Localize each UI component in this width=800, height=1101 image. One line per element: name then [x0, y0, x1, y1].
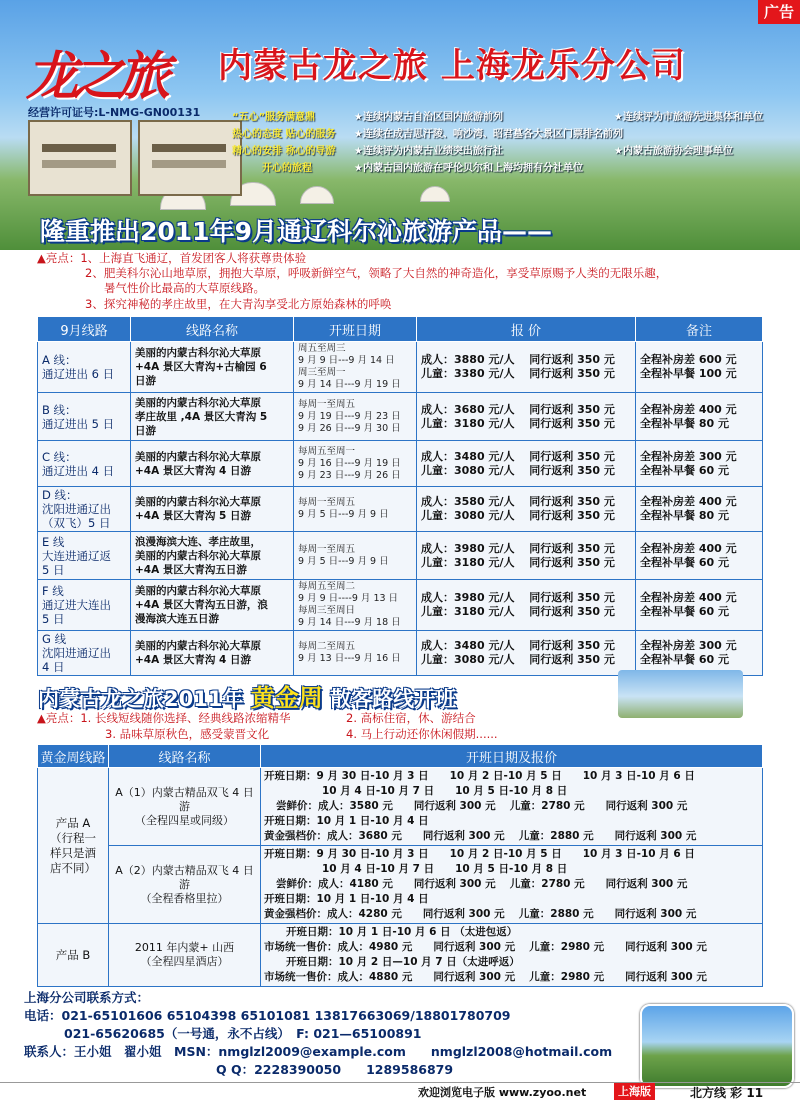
highlight-line: ▲亮点：1、上海直飞通辽，首发团客人将获尊贵体验	[37, 251, 307, 265]
price-line: 尝鲜价：成人：4180 元 同行返利 300 元 儿童：2780 元 同行返利 300 元	[276, 878, 688, 890]
route-name-cell	[109, 924, 261, 987]
yurt-image	[300, 186, 334, 204]
dates-cell-text: 每周一至周五	[298, 543, 356, 555]
line-cell-text: 5 日	[42, 562, 65, 577]
route-name-line: （全程香格里拉）	[140, 891, 229, 905]
feature: ★连续评为内蒙古业绩突出旅行社	[354, 146, 503, 157]
schedule-cell	[261, 768, 763, 846]
price-cell-text: 成人：3480 元/人 同行返利 350 元	[421, 639, 615, 652]
table-row	[38, 631, 763, 676]
yurt-image	[420, 186, 450, 202]
table-row	[38, 342, 763, 393]
price-cell	[417, 580, 636, 631]
section2-title-gold: 黄金周	[250, 684, 323, 712]
price-cell-text: 成人：3980 元/人 同行返利 350 元	[421, 541, 615, 555]
price-cell-text: 儿童：3080 元/人 同行返利 350 元	[421, 509, 615, 522]
line-cell-text: （双飞）5 日	[42, 516, 111, 530]
dates-cell-text: 9 月 14 日---9 月 18 日	[298, 617, 401, 628]
dates-cell	[294, 532, 417, 580]
dates-cell	[294, 580, 417, 631]
schedule-line: 开班日期：10 月 1 日-10 月 4 日	[264, 815, 429, 827]
dates-cell-text: 每周五至周一	[298, 445, 356, 457]
footer-page: 北方线 彩 11	[690, 1086, 764, 1100]
highlight-line: 3、探究神秘的孝庄故里，在大青沟享受北方原始森林的呼唤	[85, 297, 392, 311]
note-cell-text: 全程补房差 400 元	[640, 541, 737, 555]
price-line: 市场统一售价：成人：4880 元 同行返利 300 元 儿童：2980 元 同行返利 300 元	[264, 971, 707, 983]
dates-cell-text: 9 月 5 日---9 月 9 日	[298, 509, 389, 520]
contact-people: 联系人：王小姐 翟小姐 MSN：nmglzl2009@example.com nmglzl2008@hotmail.com	[24, 1044, 613, 1059]
dates-cell	[294, 393, 417, 441]
dates-cell-text: 周三至周一	[298, 367, 346, 378]
line-cell	[38, 441, 131, 487]
contact-qq: Q Q：2228390050 1289586879	[216, 1062, 454, 1077]
dates-cell-text: 每周二至周五	[298, 641, 356, 652]
brand-logo: 龙之旅	[26, 46, 165, 107]
route-cell	[131, 487, 294, 532]
table-row	[38, 487, 763, 532]
column-header: 线路名称	[109, 745, 261, 768]
route-name-line: （全程四星酒店）	[140, 955, 229, 968]
price-cell-text: 成人：3580 元/人 同行返利 350 元	[421, 495, 615, 508]
route-cell-text: +4A 景区大青沟 4 日游	[135, 654, 252, 666]
schedule-cell	[261, 846, 763, 924]
highlight-line: 2. 高标住宿，休、游结合	[346, 711, 476, 725]
note-cell-text: 全程补房差 400 元	[640, 402, 737, 416]
feature: ★连续在成吉思汗陵、响沙湾、昭君墓各大景区门票排名前列	[354, 129, 623, 140]
certificate-image	[138, 120, 242, 196]
price-line: 黄金强档价：成人：4280 元 同行返利 300 元 儿童：2880 元 同行返利 300 元	[264, 908, 697, 920]
contact-phone: 电话：021-65101606 65104398 65101081 13817663069/18801780709	[24, 1008, 511, 1023]
page-title: 内蒙古龙之旅 上海龙乐分公司	[218, 46, 686, 86]
highlight-line: 暑气性价比最高的大草原线路。	[104, 281, 265, 295]
grassland-photo	[640, 1004, 794, 1088]
dates-cell-text: 9 月 5 日---9 月 9 日	[298, 555, 389, 567]
dates-cell-text: 9 月 26 日---9 月 30 日	[298, 422, 401, 434]
note-cell-text: 全程补房差 300 元	[640, 449, 737, 463]
line-cell-text: 沈阳进通辽出	[42, 646, 111, 660]
route-cell-text: 日游	[135, 375, 156, 387]
schedule-line: 10 月 4 日-10 月 7 日 10 月 5 日-10 月 8 日	[322, 863, 568, 875]
price-cell-text: 儿童：3080 元/人 同行返利 350 元	[421, 463, 615, 477]
highlight-line: 3. 品味草原秋色，感受蒙晋文化	[105, 727, 270, 741]
route-cell-text: 美丽的内蒙古科尔沁大草原	[135, 450, 261, 463]
price-cell-text: 儿童：3180 元/人 同行返利 350 元	[421, 416, 615, 430]
route-cell-text: 日游	[135, 424, 156, 437]
table-row	[38, 924, 763, 987]
route-cell	[131, 441, 294, 487]
line-cell-text: C 线：	[42, 449, 77, 464]
line-cell-text: 通辽进出 6 日	[42, 367, 115, 381]
ad-tag: 广告	[758, 0, 800, 24]
certificate-image	[28, 120, 132, 196]
route-cell-text: +4A 景区大青沟 5 日游	[135, 510, 252, 522]
contact-title: 上海分公司联系方式：	[24, 990, 150, 1005]
dates-cell-text: 每周三至周日	[298, 605, 356, 616]
price-cell	[417, 631, 636, 676]
route-cell	[131, 393, 294, 441]
dates-cell-text: 9 月 13 日---9 月 16 日	[298, 653, 401, 664]
table-row	[38, 393, 763, 441]
schedule-line: 开班日期：10 月 1 日-10 月 4 日	[264, 893, 429, 905]
contact-phone-2: 021-65620685（一号通，永不占线） F: 021—65100891	[64, 1026, 422, 1041]
section2-title-a: 内蒙古龙之旅2011年	[38, 687, 244, 711]
note-cell-text: 全程补早餐 100 元	[640, 367, 737, 380]
dates-cell	[294, 631, 417, 676]
note-cell	[636, 342, 763, 393]
line-cell-text: 通辽进出 4 日	[42, 463, 115, 478]
note-cell	[636, 441, 763, 487]
note-cell-text: 全程补早餐 60 元	[640, 555, 729, 569]
table-row	[38, 768, 763, 846]
dates-cell-text: 每周五至周二	[298, 581, 356, 592]
price-cell-text: 成人：3980 元/人 同行返利 350 元	[421, 591, 615, 604]
note-cell	[636, 580, 763, 631]
price-line: 尝鲜价：成人：3580 元 同行返利 300 元 儿童：2780 元 同行返利 300 元	[276, 800, 688, 812]
column-header: 开班日期及报价	[261, 745, 763, 768]
price-cell-text: 成人：3480 元/人 同行返利 350 元	[421, 449, 615, 463]
table-row	[38, 580, 763, 631]
schedule-line: 开班日期：10 月 1 日-10 月 6 日 （太进包返）	[286, 926, 518, 938]
note-cell-text: 全程补房差 600 元	[640, 353, 737, 366]
route-cell-text: 浪漫海滨大连、孝庄故里，	[135, 535, 261, 548]
price-line: 市场统一售价：成人：4980 元 同行返利 300 元 儿童：2980 元 同行返利 300 元	[264, 941, 707, 953]
route-cell-text: 美丽的内蒙古科尔沁大草原	[135, 347, 261, 359]
price-cell-text: 儿童：3180 元/人 同行返利 350 元	[421, 605, 615, 618]
note-cell-text: 全程补早餐 60 元	[640, 653, 729, 666]
route-cell-text: 美丽的内蒙古科尔沁大草原	[135, 396, 261, 409]
dates-cell-text: 每周一至周五	[298, 398, 356, 410]
slogan: 开心的旅程	[262, 163, 312, 174]
route-name-line: A（1）内蒙古精品双飞 4 日游	[115, 785, 254, 813]
note-cell	[636, 487, 763, 532]
note-cell-text: 全程补早餐 60 元	[640, 463, 729, 477]
golden-week-table	[37, 744, 763, 987]
product-label: （行程一	[50, 830, 96, 845]
september-routes-table	[37, 316, 763, 676]
dates-cell	[294, 441, 417, 487]
route-cell-text: 美丽的内蒙古科尔沁大草原	[135, 496, 261, 508]
line-cell-text: G 线	[42, 632, 67, 646]
price-cell-text: 儿童：3180 元/人 同行返利 350 元	[421, 555, 615, 569]
price-cell-text: 儿童：3080 元/人 同行返利 350 元	[421, 653, 615, 666]
dates-cell-text: 周五至周三	[298, 343, 346, 354]
license-number: 经营许可证号:L-NMG-GN00131	[28, 106, 201, 119]
route-cell-text: +4A 景区大青沟 4 日游	[135, 464, 252, 477]
line-cell-text: 5 日	[42, 612, 65, 626]
route-name-line: （全程四星或同级）	[135, 813, 234, 827]
line-cell	[38, 631, 131, 676]
feature: ★连续评为市旅游先进集体和单位	[614, 112, 763, 123]
route-name-cell	[109, 768, 261, 846]
table-row	[38, 846, 763, 924]
line-cell-text: 大连进通辽返	[42, 548, 111, 563]
product-label: 产品 A	[55, 815, 91, 830]
line-cell-text: D 线：	[42, 488, 78, 502]
route-cell	[131, 532, 294, 580]
dates-cell-text: 9 月 16 日---9 月 19 日	[298, 457, 401, 469]
dates-cell-text: 9 月 9 日----9 月 13 日	[298, 593, 399, 604]
route-cell-text: 美丽的内蒙古科尔沁大草原	[135, 640, 261, 652]
table-header-row	[38, 317, 763, 342]
feature: ★内蒙古旅游协会理事单位	[614, 146, 733, 157]
dates-cell-text: 9 月 14 日---9 月 19 日	[298, 379, 401, 390]
route-cell-text: 美丽的内蒙古科尔沁大草原	[135, 549, 261, 562]
line-cell	[38, 532, 131, 580]
line-cell-text: 通辽进出 5 日	[42, 416, 115, 431]
line-cell	[38, 580, 131, 631]
price-cell-text: 成人：3880 元/人 同行返利 350 元	[421, 353, 615, 366]
schedule-line: 10 月 4 日-10 月 7 日 10 月 5 日-10 月 8 日	[322, 785, 568, 797]
route-cell-text: +4A 景区大青沟五日游	[135, 563, 247, 576]
note-cell-text: 全程补早餐 60 元	[640, 605, 729, 618]
section2-banner	[38, 678, 456, 713]
column-header: 开班日期	[294, 317, 417, 342]
feature: ★内蒙古国内旅游在呼伦贝尔和上海均拥有分社单位	[354, 163, 583, 174]
line-cell-text: F 线	[42, 584, 64, 598]
slogan: 精心的安排 称心的导游	[232, 146, 336, 157]
dates-cell-text: 每周一至周五	[298, 497, 356, 508]
schedule-cell	[261, 924, 763, 987]
column-header: 备注	[636, 317, 763, 342]
note-cell	[636, 532, 763, 580]
route-cell-text: 孝庄故里 ,4A 景区大青沟 5	[135, 410, 268, 423]
note-cell-text: 全程补房差 400 元	[640, 591, 737, 604]
line-cell-text: B 线：	[42, 402, 77, 417]
price-cell	[417, 393, 636, 441]
horse-riders-image	[618, 670, 743, 718]
column-header: 报 价	[417, 317, 636, 342]
footer-edition: 上海版	[614, 1083, 655, 1100]
dates-cell-text: 9 月 19 日---9 月 23 日	[298, 410, 401, 422]
note-cell-text: 全程补早餐 80 元	[640, 416, 729, 430]
route-cell-text: 漫海滨大连五日游	[135, 613, 219, 625]
route-cell	[131, 580, 294, 631]
table-row	[38, 441, 763, 487]
highlight-line: 4. 马上行动还你休闲假期......	[346, 727, 498, 741]
footer-browse: 欢迎浏览电子版 www.zyoo.net	[418, 1086, 587, 1099]
table-row	[38, 532, 763, 580]
footer	[0, 1082, 800, 1101]
route-cell-text: 美丽的内蒙古科尔沁大草原	[135, 585, 261, 597]
section1-title: 隆重推出2011年9月通辽科尔沁旅游产品——	[40, 217, 552, 246]
slogan: “五心”服务满意鼎	[232, 112, 316, 123]
price-cell-text: 成人：3680 元/人 同行返利 350 元	[421, 402, 615, 416]
slogan: 热心的态度 贴心的服务	[232, 129, 336, 140]
route-cell-text: +4A 景区大青沟+古榆园 6	[135, 361, 267, 373]
table-header-row	[38, 745, 763, 768]
section2-title-c: 散客路线开班	[330, 687, 457, 711]
product-label: 样只是酒	[50, 845, 96, 860]
section1-banner	[0, 212, 800, 248]
line-cell-text: A 线：	[42, 353, 77, 367]
schedule-line: 开班日期：10 月 2 日—10 月 7 日（太进呼返）	[286, 956, 520, 968]
note-cell-text: 全程补早餐 80 元	[640, 509, 729, 522]
product-a-cell	[38, 768, 109, 924]
route-name-cell	[109, 846, 261, 924]
line-cell-text: 沈阳进通辽出	[42, 502, 111, 516]
price-cell	[417, 487, 636, 532]
line-cell-text: 4 日	[42, 660, 65, 674]
price-cell	[417, 532, 636, 580]
dates-cell-text: 9 月 23 日---9 月 26 日	[298, 469, 401, 481]
route-cell	[131, 631, 294, 676]
schedule-line: 开班日期：9 月 30 日-10 月 3 日 10 月 2 日-10 月 5 日 10 月 3 日-10 月 6 日	[264, 770, 695, 782]
price-cell	[417, 342, 636, 393]
column-header: 9月线路	[38, 317, 131, 342]
line-cell-text: E 线	[42, 534, 65, 549]
product-b-cell: 产品 B	[38, 924, 109, 987]
price-cell	[417, 441, 636, 487]
route-cell-text: +4A 景区大青沟五日游，浪	[135, 599, 268, 611]
schedule-line: 开班日期：9 月 30 日-10 月 3 日 10 月 2 日-10 月 5 日 10 月 3 日-10 月 6 日	[264, 848, 695, 860]
note-cell-text: 全程补房差 400 元	[640, 495, 737, 508]
route-name-line: A（2）内蒙古精品双飞 4 日游	[115, 863, 254, 891]
highlight-line: ▲亮点：1. 长线短线随你选择、经典线路浓缩精华	[37, 711, 291, 725]
column-header: 黄金周线路	[38, 745, 109, 768]
dates-cell	[294, 342, 417, 393]
note-cell-text: 全程补房差 300 元	[640, 639, 737, 652]
route-cell	[131, 342, 294, 393]
note-cell	[636, 631, 763, 676]
note-cell	[636, 393, 763, 441]
dates-cell-text: 9 月 9 日---9 月 14 日	[298, 355, 395, 366]
column-header: 线路名称	[131, 317, 294, 342]
price-cell-text: 儿童：3380 元/人 同行返利 350 元	[421, 367, 615, 380]
line-cell	[38, 487, 131, 532]
feature: ★连续内蒙古自治区国内旅游前列	[354, 112, 503, 123]
dates-cell	[294, 487, 417, 532]
line-cell-text: 通辽进大连出	[42, 598, 111, 612]
highlight-line: 2、肥美科尔沁山地草原，拥抱大草原，呼吸新鲜空气，领略了大自然的神奇造化，享受草原赐予人类的无限乐趣，	[85, 266, 668, 280]
price-line: 黄金强档价：成人：3680 元 同行返利 300 元 儿童：2880 元 同行返利 300 元	[264, 830, 697, 842]
line-cell	[38, 393, 131, 441]
line-cell	[38, 342, 131, 393]
product-label: 店不同）	[50, 860, 96, 875]
route-name-line: 2011 年内蒙+ 山西	[134, 941, 235, 954]
